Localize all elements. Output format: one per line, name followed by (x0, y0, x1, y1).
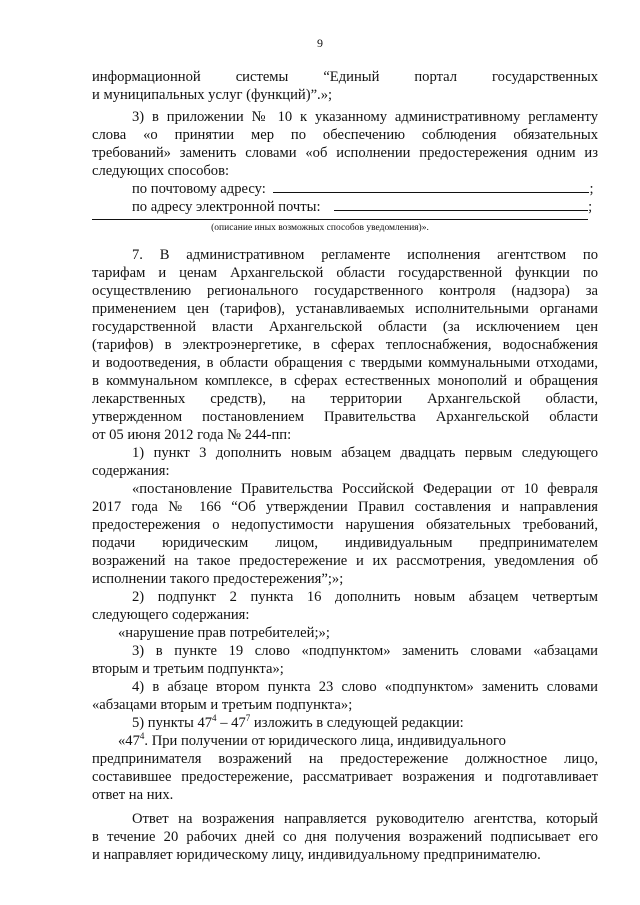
s7-item3-line: 3) в пункте 19 слово «подпунктом» заменить словами «абзацами (132, 643, 598, 659)
section7-line: государственной власти Архангельской области (за исключением цен (92, 319, 598, 335)
quote-line: «постановление Правительства Российской Федерации от 10 февраля (132, 481, 598, 497)
s7-item5-line (132, 714, 598, 732)
s7-item2-line: следующего содержания: (92, 607, 250, 623)
postal-label: по почтовому адресу: (132, 181, 266, 197)
page-number: 9 (317, 36, 323, 50)
s7-item2-line: 2) подпункт 2 пункта 16 дополнить новым абзацем четвертым (132, 589, 598, 605)
item5-sup: 4 (212, 713, 217, 724)
p474-line: составившее предостережение, рассматривает возражения и подготавливает (92, 769, 598, 785)
word: информационной (92, 69, 201, 85)
quote-line: исполнении такого предостережения”;»; (92, 571, 344, 587)
other-methods-note: (описание иных возможных способов уведомления)». (211, 223, 429, 233)
section7-line: тарифам и ценам Архангельской области государственной функции по (92, 265, 598, 281)
section7-line: 7. В административном регламенте исполнения агентством по (132, 247, 598, 263)
word: портал (414, 69, 458, 85)
semicolon: ; (589, 181, 594, 197)
quote-line: возражений на такое предостережение и их рассмотрения, уведомления об (92, 553, 598, 569)
s7-item2-quote: «нарушение прав потребителей;»; (118, 625, 330, 641)
email-label: по адресу электронной почты: (132, 199, 321, 215)
section7-line: в коммунальном комплексе, в сферах естественных монополий и обращения (92, 373, 598, 389)
word: государственных (491, 69, 598, 85)
word: “Единый (323, 69, 380, 85)
item5-text: – 47 (216, 715, 246, 731)
s7-item1-line: содержания: (92, 463, 170, 479)
final-line: и направляет юридическому лицу, индивидуальному предпринимателю. (92, 847, 541, 863)
section7-line: осуществлению регионального государственного контроля (надзора) за (92, 283, 598, 299)
quote-line: предостережения о недопустимости нарушения обязательных требований, (92, 517, 598, 533)
final-line: Ответ на возражения направляется руководителю агентства, который (132, 811, 598, 827)
postal-address-row (132, 180, 598, 198)
section7-line: лекарственных средств), на территории Архангельской области, (92, 391, 598, 407)
quote-line: подачи юридическим лицом, индивидуальным предпринимателем (92, 535, 598, 551)
item5-text: изложить в следующей редакции: (250, 715, 464, 731)
email-fill-line (334, 198, 588, 211)
section7-line: применением цен (тарифов), устанавливаемых исполнительными органами (92, 301, 598, 317)
item3-line: слова «о принятии мер по обеспечению соблюдения обязательных (92, 127, 598, 143)
final-line: в течение 20 рабочих дней со дня получения возражений подписывает его (92, 829, 598, 845)
quote-line: 2017 года № 166 “Об утверждении Правил составления и направления (92, 499, 598, 515)
p474-text: «47 (118, 733, 140, 749)
item5-text: 5) пункты 47 (132, 715, 213, 731)
p474-sup: 4 (139, 731, 145, 742)
top-line-2: и муниципальных услуг (функций)”.»; (92, 87, 333, 103)
p474-line: ответ на них. (92, 787, 174, 803)
item3-line: 3) в приложении № 10 к указанному административному регламенту (132, 109, 598, 125)
p474-line: предпринимателя возражений на предостережение должностное лицо, (92, 751, 598, 767)
s7-item4-line: 4) в абзаце втором пункта 23 слово «подпунктом» заменить словами (132, 679, 598, 695)
item3-line: требований» заменить словами «об исполнении предостережения одним из (92, 145, 598, 161)
section7-line: и водоотведения, в области обращения с твердыми коммунальными отходами, (92, 355, 598, 371)
other-methods-line (92, 219, 588, 220)
postal-fill-line (273, 180, 589, 193)
s7-item1-line: 1) пункт 3 дополнить новым абзацем двадцать первым следующего (132, 445, 598, 461)
top-line-1 (92, 68, 598, 86)
section7-line: от 05 июня 2012 года № 244-пп: (92, 427, 292, 443)
section7-line: утвержденном постановлением Правительства Архангельской области (92, 409, 598, 425)
email-address-row (132, 198, 598, 216)
word: системы (235, 69, 289, 85)
section7-line: (тарифов) в электроэнергетике, в сферах теплоснабжения, водоснабжения (92, 337, 598, 353)
p474-text: . При получении от юридического лица, индивидуального (144, 733, 506, 749)
semicolon: ; (588, 199, 593, 215)
item3-line: следующих способов: (92, 163, 230, 179)
p474-first-line (118, 732, 598, 750)
item5-sup: 7 (245, 713, 251, 724)
s7-item3-line: вторым и третьим подпункта»; (92, 661, 284, 677)
s7-item4-line: «абзацами вторым и третьим подпункта»; (92, 697, 353, 713)
